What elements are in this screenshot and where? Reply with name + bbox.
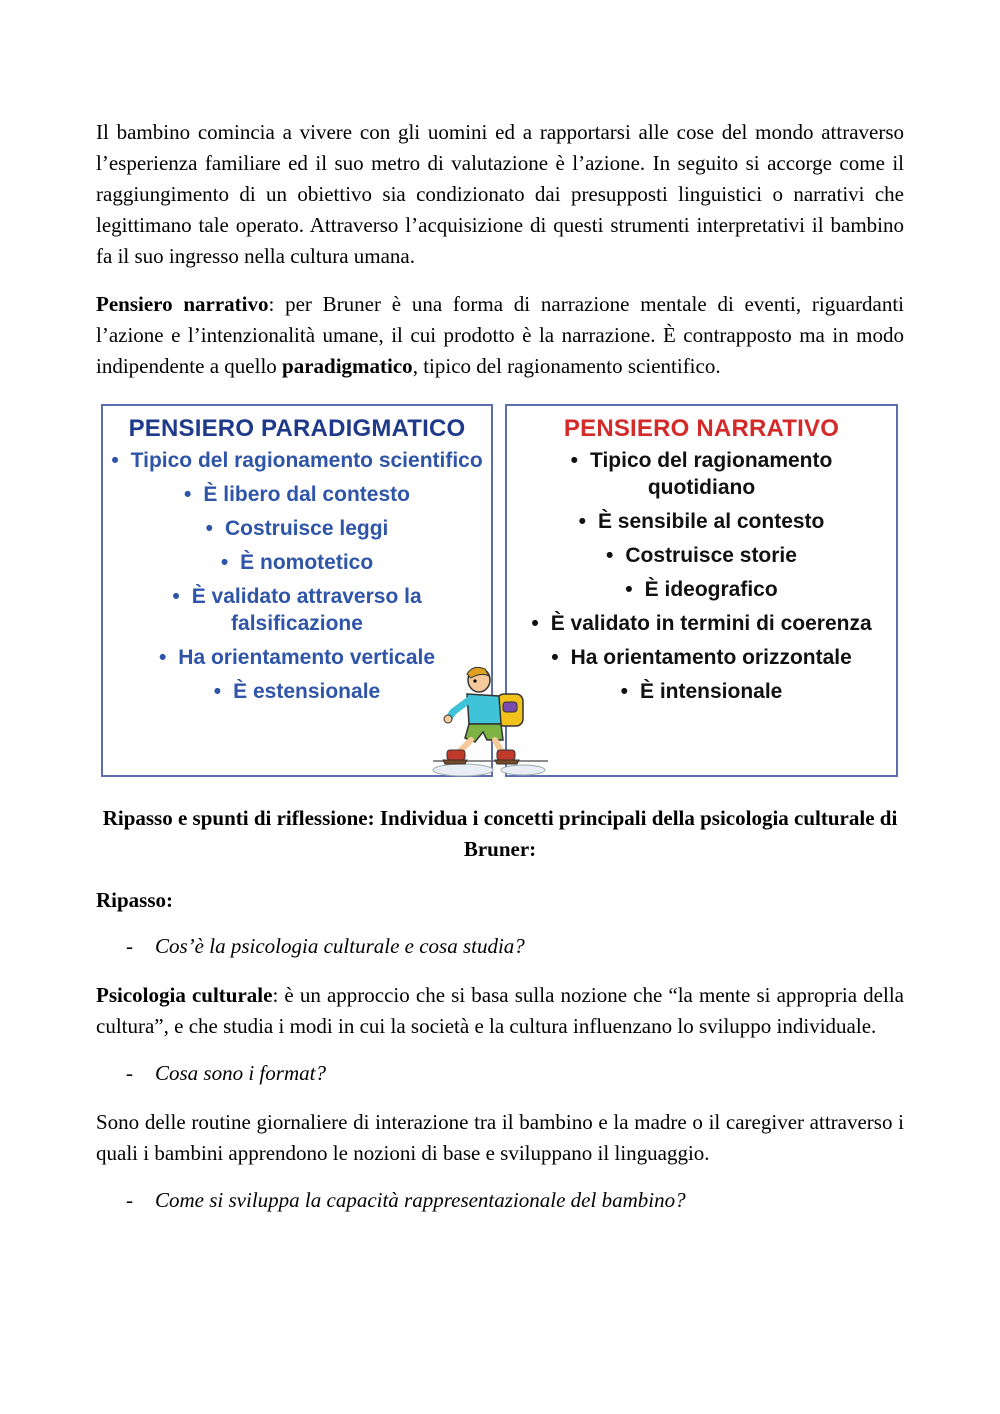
bullet-icon: •	[606, 544, 614, 567]
list-item: • È estensionale	[213, 680, 381, 703]
review-title: Ripasso e spunti di riflessione: Individua i concetti principali della psicologia culturale di Bruner:	[102, 806, 898, 861]
list-item: • Costruisce storie	[606, 544, 797, 567]
narrative-panel	[505, 404, 898, 777]
answer-1-text: : è un approccio che si basa sulla nozione che “la mente si appropria della cultura”, e che studia i modi in cui la società e la cultura influenzano lo sviluppo individuale.	[96, 983, 904, 1038]
bullet-icon: •	[578, 510, 586, 533]
list-item: • È sensibile al contesto	[578, 510, 825, 533]
list-item: • Ha orientamento orizzontale	[551, 646, 852, 669]
list-item: • Tipico del ragionamento quotidiano	[570, 449, 833, 499]
bullet-icon: •	[158, 646, 167, 669]
bullet-icon: •	[172, 585, 180, 608]
list-item: • Ha orientamento verticale	[158, 646, 436, 669]
bullet-icon: •	[205, 517, 213, 540]
answer-2: Sono delle routine giornaliere di interazione tra il bambino e la madre o il caregiver attraverso i quali i bambini apprendono le nozioni di base e sviluppano il linguaggio.	[96, 1110, 904, 1165]
list-item: • È validato in termini di coerenza	[531, 612, 872, 635]
narrative-list	[507, 447, 896, 705]
bullet-icon: •	[620, 680, 628, 703]
narrative-paragraph	[96, 289, 904, 382]
question-1	[126, 931, 904, 962]
bullet-icon: •	[531, 612, 539, 635]
list-item: • È validato attraverso la falsificazione	[172, 585, 422, 635]
answer-1-term: Psicologia culturale	[96, 983, 273, 1007]
question-3-text: Come si sviluppa la capacità rappresentazionale del bambino?	[155, 1188, 686, 1212]
list-item: • È ideografico	[625, 578, 778, 601]
question-2	[126, 1058, 904, 1089]
list-item: • Tipico del ragionamento scientifico	[111, 449, 483, 472]
review-heading: Ripasso:	[96, 888, 174, 912]
list-item: • È nomotetico	[220, 551, 374, 574]
narrative-term: Pensiero narrativo	[96, 292, 269, 316]
list-item: • È intensionale	[620, 680, 783, 703]
narrative-text-after: , tipico del ragionamento scientifico.	[412, 354, 721, 378]
question-2-text: Cosa sono i format?	[155, 1061, 326, 1085]
bullet-icon: •	[220, 551, 229, 574]
answer-1	[96, 980, 904, 1042]
intro-paragraph: Il bambino comincia a vivere con gli uomini ed a rapportarsi alle cose del mondo attraverso l’esperienza familiare ed il suo metro di valutazione è l’azione. In seguito si accorge come il raggiungimento di un obiettivo sia condizionato dai presupposti linguistici o narrativi che legittimano tale operato. Attraverso l’acquisizione di questi strumenti interpretativi il bambino fa il suo ingresso nella cultura umana.	[96, 120, 904, 268]
paradigmatic-title: PENSIERO PARADIGMATICO	[128, 415, 466, 442]
bullet-icon: •	[111, 449, 119, 472]
dash-marker: -	[126, 934, 133, 958]
bullet-icon: •	[213, 680, 222, 703]
narrative-text-before: : per Bruner è una forma di narrazione mentale di eventi, riguardanti l’azione e l’intenzionalità umane, il cui prodotto è la narrazione. È contrapposto ma in modo indipendente a quello	[96, 292, 904, 378]
list-item: • Costruisce leggi	[205, 517, 389, 540]
question-3	[126, 1185, 904, 1216]
list-item: • È libero dal contesto	[184, 483, 410, 506]
bullet-icon: •	[551, 646, 559, 669]
comparison-figure	[101, 404, 898, 777]
dash-marker: -	[126, 1061, 133, 1085]
bullet-icon: •	[570, 449, 579, 472]
bullet-icon: •	[625, 578, 633, 601]
narrative-title: PENSIERO NARRATIVO	[563, 415, 840, 442]
dash-marker: -	[126, 1188, 133, 1212]
question-1-text: Cos’è la psicologia culturale e cosa studia?	[155, 934, 525, 958]
document-page	[96, 117, 904, 1234]
paradigmatic-word: paradigmatico	[282, 354, 413, 378]
bullet-icon: •	[184, 483, 192, 506]
hiker-icon	[423, 666, 553, 778]
